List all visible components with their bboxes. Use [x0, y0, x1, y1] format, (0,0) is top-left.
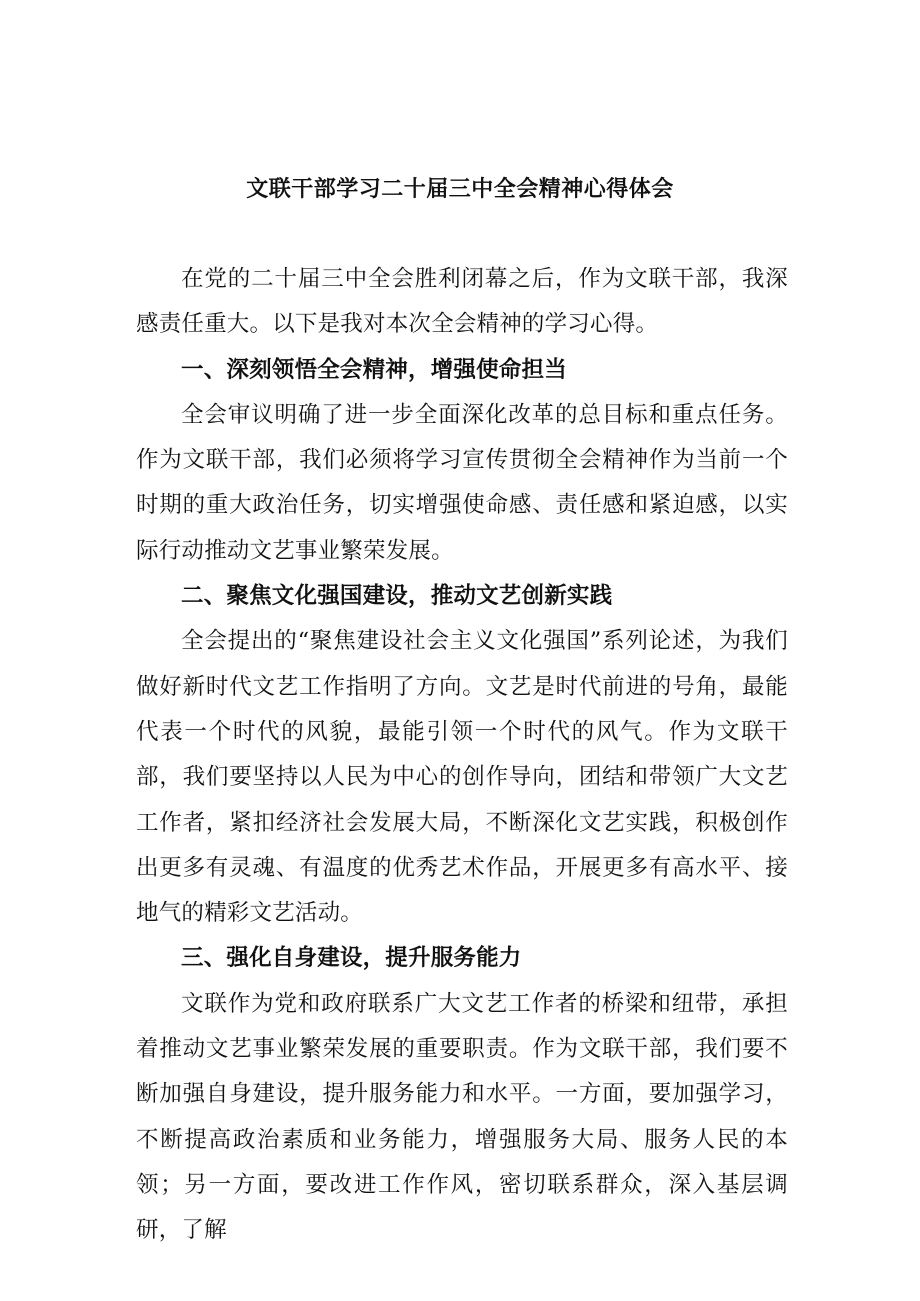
section-2-paragraph: 全会提出的“聚焦建设社会主义文化强国”系列论述，为我们做好新时代文艺工作指明了方向。文艺是时代前进的号角，最能代表一个时代的风貌，最能引领一个时代的风气。作为文联干部，我们要坚持以人民为中心的创作导向，团结和带领广大文艺工作者，紧扣经济社会发展大局，不断深化文艺实践，积极创作出更多有灵魂、有温度的优秀艺术作品，开展更多有高水平、接地气的精彩文艺活动。 — [136, 628, 788, 927]
section-3-heading: 三、强化自身建设，提升服务能力 — [181, 945, 522, 972]
document-body — [136, 257, 788, 1254]
intro-paragraph: 在党的二十届三中全会胜利闭幕之后，作为文联干部，我深感责任重大。以下是我对本次全会精神的学习心得。 — [136, 266, 788, 338]
document-title: 文联干部学习二十届三中全会精神心得体会 — [246, 177, 674, 202]
section-1-paragraph: 全会审议明确了进一步全面深化改革的总目标和重点任务。作为文联干部，我们必须将学习宣传贯彻全会精神作为当前一个时期的重大政治任务，切实增强使命感、责任感和紧迫感，以实际行动推动文艺事业繁荣发展。 — [136, 401, 788, 564]
section-3-paragraph: 文联作为党和政府联系广大文艺工作者的桥梁和纽带，承担着推动文艺事业繁荣发展的重要职责。作为文联干部，我们要不断加强自身建设，提升服务能力和水平。一方面，要加强学习，不断提高政治素质和业务能力，增强服务大局、服务人民的本领；另一方面，要改进工作作风，密切联系群众，深入基层调研，了解 — [136, 990, 788, 1244]
section-2-heading: 二、聚焦文化强国建设，推动文艺创新实践 — [181, 583, 613, 610]
section-1-heading: 一、深刻领悟全会精神，增强使命担当 — [181, 356, 567, 383]
